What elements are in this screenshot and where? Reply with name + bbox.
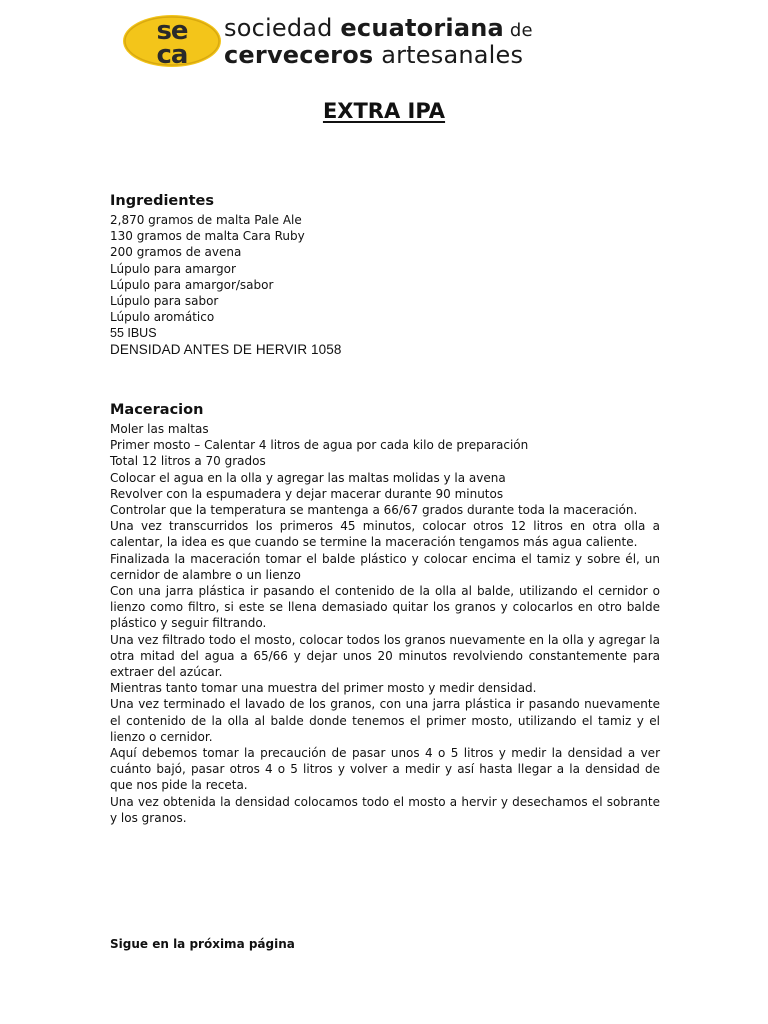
step-paragraph: Una vez filtrado todo el mosto, colocar todos los granos nuevamente en la olla y agregar la otra mitad del agua a 65/66 y dejar unos 20 minutos revolviendo constantemente para extraer del azúcar. [110, 632, 660, 680]
brand-line-2: cerveceros artesanales [224, 41, 524, 69]
step-paragraph: Mientras tanto tomar una muestra del primer mosto y medir densidad. [110, 681, 537, 696]
ingredient-item: 200 gramos de avena [110, 245, 242, 260]
maceracion-section [110, 402, 660, 826]
step-paragraph: Total 12 litros a 70 grados [110, 454, 266, 469]
step-paragraph: Aquí debemos tomar la precaución de pasar unos 4 o 5 litros y medir la densidad a ver cuánto bajó, pasar otros 4 o 5 litros y volver a medir y así hasta llegar a la densidad de que nos pide la receta. [110, 746, 660, 793]
step-paragraph: Una vez transcurridos los primeros 45 minutos, colocar otros 12 litros en otra olla a calentar, la idea es que cuando se termine la maceración tengamos más agua caliente. [110, 519, 660, 550]
ingredient-item: 2,870 gramos de malta Pale Ale [110, 213, 302, 227]
step-paragraph: Una vez obtenida la densidad colocamos todo el mosto a hervir y desechamos el sobrante y los granos. [110, 794, 660, 825]
step-paragraph: Controlar que la temperatura se mantenga a 66/67 grados durante toda la maceración. [110, 503, 638, 518]
svg-text:se: se [156, 16, 188, 46]
brand-line-1: sociedad ecuatoriana de [224, 14, 533, 42]
seca-logo [122, 14, 222, 68]
ingredient-item: 130 gramos de malta Cara Ruby [110, 229, 305, 244]
step-paragraph: Una vez terminado el lavado de los granos, con una jarra plástica ir pasando nuevamente el contenido de la olla al balde donde tenemos el primer mosto, utilizando el tamiz y el lienzo o cernidor. [110, 697, 660, 744]
density-value: DENSIDAD ANTES DE HERVIR 1058 [110, 341, 342, 357]
step-paragraph: Revolver con la espumadera y dejar macerar durante 90 minutos [110, 486, 504, 501]
step-paragraph: Primer mosto – Calentar 4 litros de agua por cada kilo de preparación [110, 438, 529, 453]
ingredient-item: Lúpulo aromático [110, 310, 215, 325]
step-paragraph: Finalizada la maceración tomar el balde plástico y colocar encima el tamiz y sobre él, un cernidor de alambre o un lienzo [110, 551, 660, 582]
step-paragraph: Con una jarra plástica ir pasando el contenido de la olla al balde, utilizando el cernidor o lienzo como filtro, si este se llena demasiado quitar los granos y colocarlos en otro balde plástico y seguir filtrando. [110, 584, 660, 631]
ingredients-heading: Ingredientes [110, 193, 214, 209]
svg-text:ca: ca [156, 40, 188, 68]
brand-name [224, 16, 654, 67]
page-title: EXTRA IPA [322, 99, 446, 123]
continued-note: Sigue en la próxima página [110, 937, 295, 951]
maceracion-heading: Maceracion [110, 402, 204, 418]
ingredient-item: Lúpulo para sabor [110, 294, 219, 309]
ingredients-section [110, 193, 660, 358]
step-paragraph: Moler las maltas [110, 422, 209, 436]
ingredient-item: Lúpulo para amargor [110, 261, 236, 276]
step-paragraph: Colocar el agua en la olla y agregar las maltas molidas y la avena [110, 470, 506, 485]
page-header [122, 12, 652, 70]
ingredient-item: Lúpulo para amargor/sabor [110, 277, 274, 292]
ibus-value: 55 IBUS [110, 326, 157, 341]
